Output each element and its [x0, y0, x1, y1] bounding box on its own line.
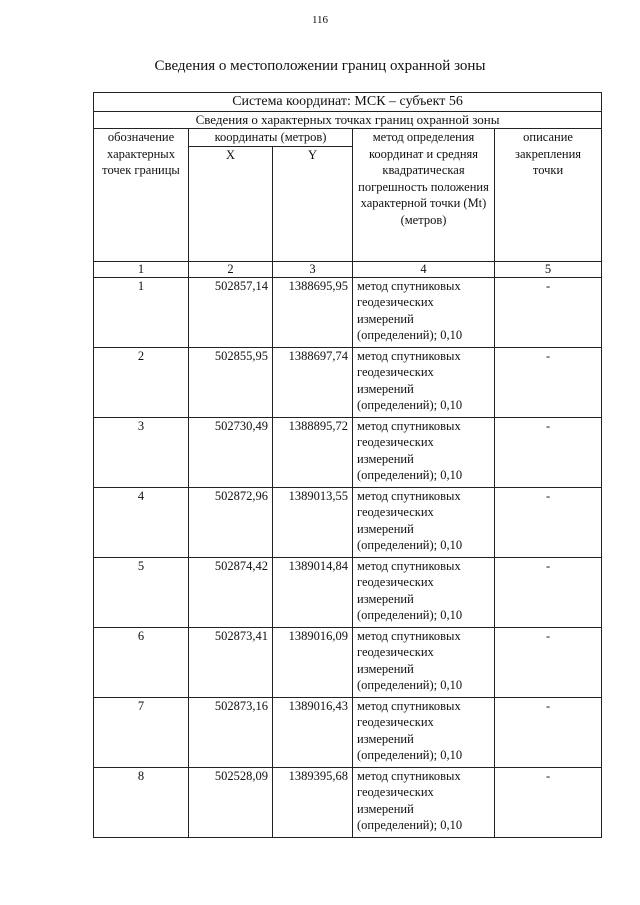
point-id-cell: 2 — [94, 347, 189, 417]
method-text-line: метод спутниковых — [357, 278, 461, 293]
point-id-cell: 8 — [94, 767, 189, 837]
method-text-line: метод спутниковых — [357, 418, 461, 433]
description-cell: - — [495, 697, 602, 767]
table-row — [94, 487, 602, 557]
table-row — [94, 767, 602, 837]
point-id-cell: 6 — [94, 627, 189, 697]
page-number: 116 — [311, 14, 329, 26]
description-cell: - — [495, 627, 602, 697]
point-label-header: обозначение характерных точек границы — [94, 129, 189, 262]
description-cell: - — [495, 557, 602, 627]
method-text-line: измерений — [357, 451, 414, 466]
column-number: 3 — [273, 261, 353, 277]
x-coordinate-cell: 502528,09 — [189, 767, 273, 837]
column-number-row — [94, 261, 602, 277]
column-number: 2 — [189, 261, 273, 277]
method-text-line: метод спутниковых — [357, 348, 461, 363]
y-coordinate-cell: 1389014,84 — [273, 557, 353, 627]
method-text-line: (определений); 0,10 — [357, 608, 463, 622]
description-cell: - — [495, 767, 602, 837]
method-cell — [353, 767, 495, 837]
method-text-line: (определений); 0,10 — [357, 678, 463, 692]
description-cell: - — [495, 347, 602, 417]
method-text-line: измерений — [357, 661, 414, 676]
y-coordinate-cell: 1388895,72 — [273, 417, 353, 487]
point-id-cell: 5 — [94, 557, 189, 627]
boundary-points-table — [93, 92, 602, 838]
description-header: описание закрепления точки — [495, 129, 602, 262]
method-text-line: измерений — [357, 591, 414, 606]
method-text-line: (определений); 0,10 — [357, 538, 463, 552]
method-cell — [353, 487, 495, 557]
points-info-header: Сведения о характерных точках границ охранной зоны — [94, 112, 602, 129]
method-header: метод определения координат и средняя квадратическая погрешность положения характерной точки (Mt) (метров) — [353, 129, 495, 262]
x-coordinate-cell: 502857,14 — [189, 277, 273, 347]
column-header-row — [94, 129, 602, 147]
method-text-line: метод спутниковых — [357, 628, 461, 643]
y-coordinate-cell: 1389016,43 — [273, 697, 353, 767]
y-coordinate-cell: 1389395,68 — [273, 767, 353, 837]
method-text-line: геодезических — [357, 435, 434, 449]
method-text-line: измерений — [357, 521, 414, 536]
point-id-cell: 4 — [94, 487, 189, 557]
method-text-line: измерений — [357, 311, 414, 326]
method-text-line: метод спутниковых — [357, 698, 461, 713]
method-text-line: измерений — [357, 801, 414, 816]
method-text-line: (определений); 0,10 — [357, 748, 463, 762]
point-id-cell: 7 — [94, 697, 189, 767]
method-text-line: метод спутниковых — [357, 488, 461, 503]
method-text-line: метод спутниковых — [357, 558, 461, 573]
method-text-line: (определений); 0,10 — [357, 818, 463, 832]
coordinate-system-row — [94, 93, 602, 112]
method-text-line: геодезических — [357, 715, 434, 729]
x-coordinate-cell: 502855,95 — [189, 347, 273, 417]
x-coordinate-cell: 502874,42 — [189, 557, 273, 627]
method-text-line: (определений); 0,10 — [357, 328, 463, 342]
method-cell — [353, 277, 495, 347]
x-coordinate-cell: 502730,49 — [189, 417, 273, 487]
table-row — [94, 627, 602, 697]
points-body — [94, 277, 602, 837]
method-text-line: измерений — [357, 381, 414, 396]
points-info-row — [94, 112, 602, 129]
method-cell — [353, 417, 495, 487]
y-coordinate-cell: 1389016,09 — [273, 627, 353, 697]
x-coordinate-cell: 502873,41 — [189, 627, 273, 697]
y-coordinate-cell: 1388695,95 — [273, 277, 353, 347]
y-coordinate-cell: 1389013,55 — [273, 487, 353, 557]
column-number: 1 — [94, 261, 189, 277]
page-title: Сведения о местоположении границ охранной зоны — [154, 58, 486, 74]
method-text-line: геодезических — [357, 575, 434, 589]
x-coordinate-cell: 502873,16 — [189, 697, 273, 767]
point-id-cell: 3 — [94, 417, 189, 487]
y-coordinate-cell: 1388697,74 — [273, 347, 353, 417]
method-cell — [353, 627, 495, 697]
table-row — [94, 697, 602, 767]
description-cell: - — [495, 487, 602, 557]
method-text-line: измерений — [357, 731, 414, 746]
y-header: Y — [273, 146, 353, 261]
method-text-line: геодезических — [357, 365, 434, 379]
description-cell: - — [495, 417, 602, 487]
method-text-line: метод спутниковых — [357, 768, 461, 783]
table-row — [94, 417, 602, 487]
x-coordinate-cell: 502872,96 — [189, 487, 273, 557]
point-id-cell: 1 — [94, 277, 189, 347]
table-row — [94, 277, 602, 347]
column-number: 5 — [495, 261, 602, 277]
method-text-line: (определений); 0,10 — [357, 398, 463, 412]
method-text-line: геодезических — [357, 295, 434, 309]
coordinates-group-header: координаты (метров) — [189, 129, 353, 147]
method-cell — [353, 697, 495, 767]
description-cell: - — [495, 277, 602, 347]
method-text-line: геодезических — [357, 785, 434, 799]
table-row — [94, 557, 602, 627]
method-text-line: (определений); 0,10 — [357, 468, 463, 482]
table-row — [94, 347, 602, 417]
column-number: 4 — [353, 261, 495, 277]
method-cell — [353, 557, 495, 627]
x-header: X — [189, 146, 273, 261]
method-text-line: геодезических — [357, 645, 434, 659]
method-cell — [353, 347, 495, 417]
coordinate-system-header: Система координат: МСК – субъект 56 — [94, 93, 602, 112]
method-text-line: геодезических — [357, 505, 434, 519]
